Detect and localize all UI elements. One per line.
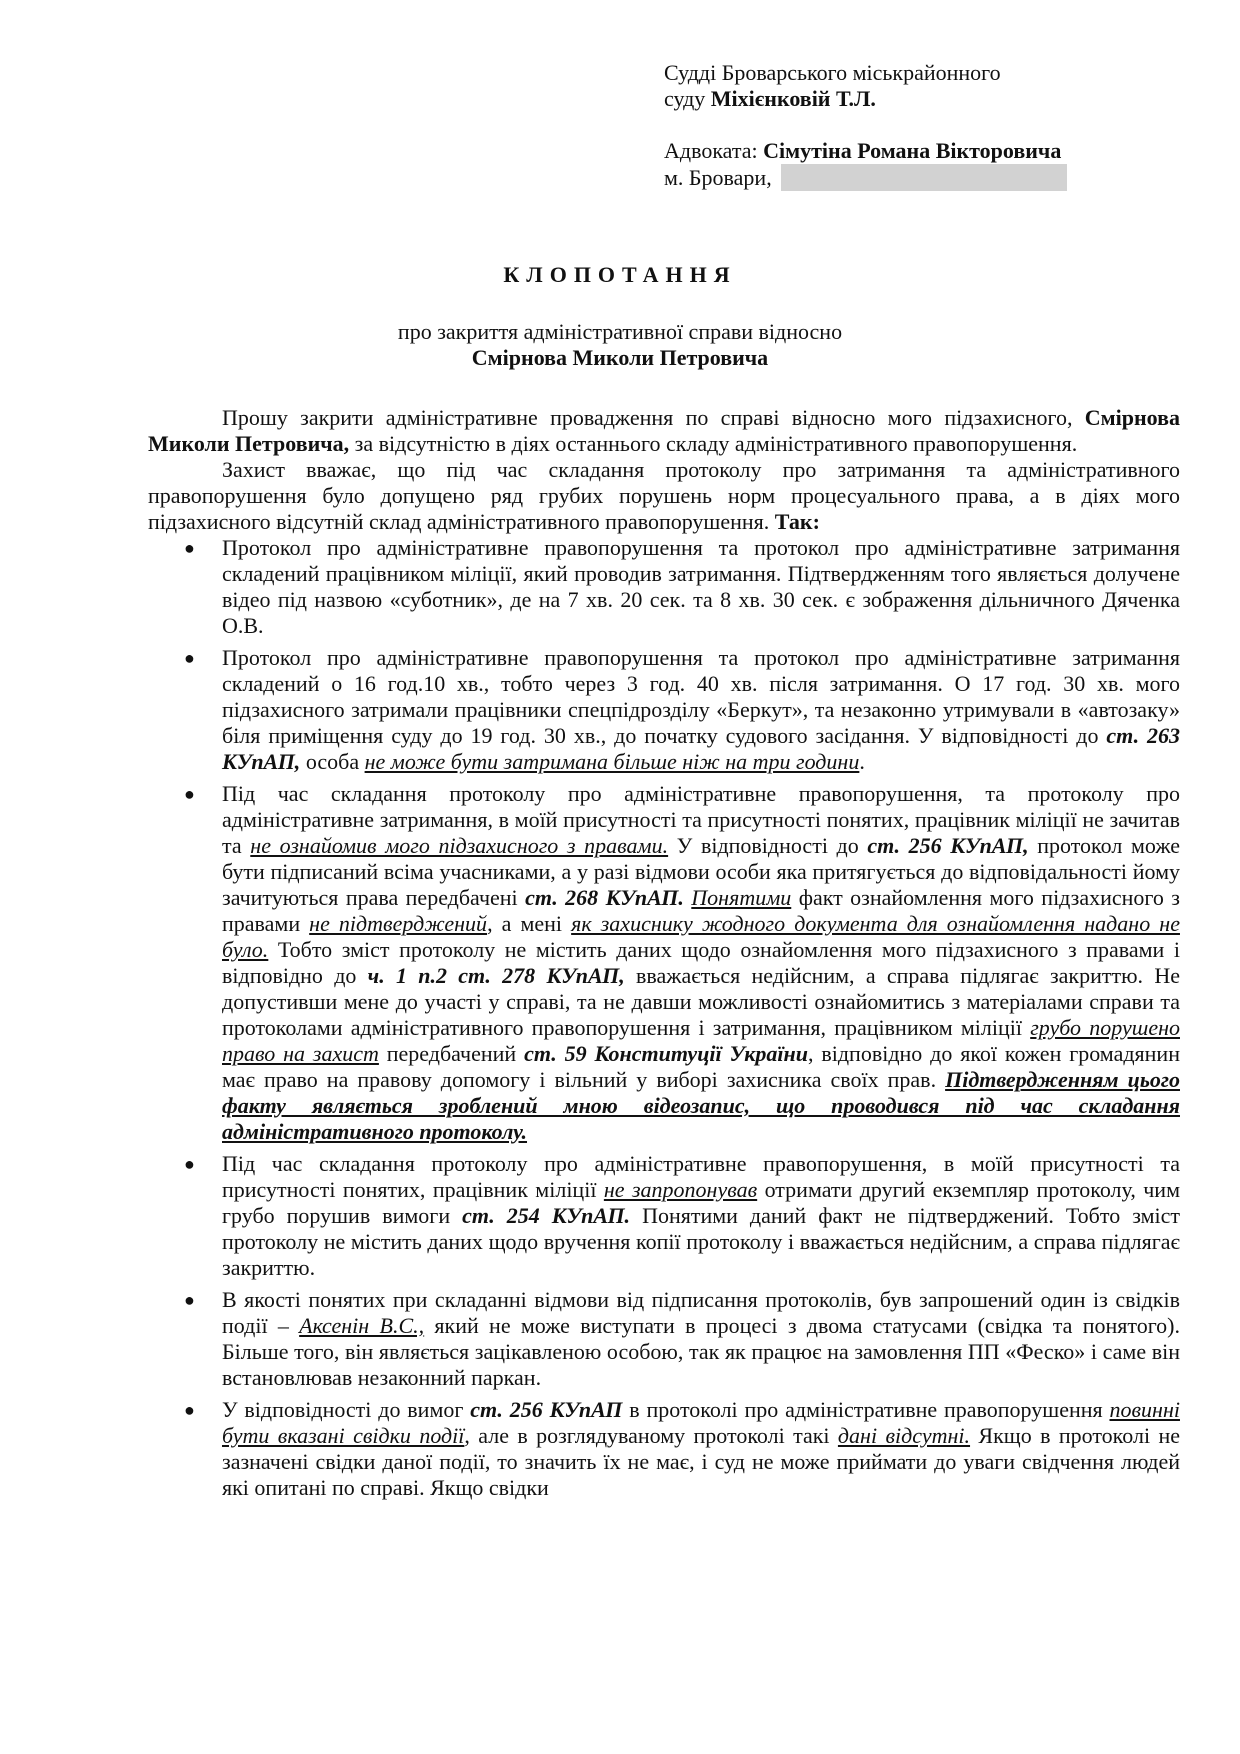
paragraph-defense: Захист вважає, що під час складання протоколу про затримання та адміністративного правопорушення було допущено ряд грубих порушень норм процесуального права, а в діях мого підзахисного відсутній склад адміністративного правопорушення. Так: [148,457,1180,534]
document-title: КЛОПОТАННЯ [503,262,737,287]
list-item: ● Протокол про адміністративне правопорушення та протокол про адміністративне затримання складений працівником міліції, який проводив затримання. Підтвердженням того являється долучене відео під назвою «суботник», де на 7 хв. 20 сек. та 8 хв. 30 сек. є зображення дільничного Дяченка О.В. [184,535,1180,638]
list-item: ● Під час складання протоколу про адміністративне правопорушення, в моїй присутності та присутності понятих, працівник міліції не запропонував отримати другий екземпляр протоколу, чим грубо порушив вимоги ст. 254 КУпАП. Понятими даний факт не підтверджений. Тобто зміст протоколу не містить даних щодо вручення копії протоколу і вважається недійсним, а справа підлягає закриттю. [184,1151,1181,1280]
advocate-line: Адвоката: Сімутіна Романа Вікторовича [664,138,1062,163]
list-item: ● Протокол про адміністративне правопорушення та протокол про адміністративне затримання складений о 16 год.10 хв., тобто через 3 год. 40 хв. після затримання. О 17 год. 30 хв. мого підзахисного затримали працівники спецпідрозділу «Беркут», та незаконно утримували в «автозаку» біля приміщення суду до 19 год. 30 хв., до початку судового засідання. У відповідності до ст. 263 КУпАП, особа не може бути затримана більше ніж на три години. [184,645,1180,774]
bullet-icon: ● [184,648,195,668]
bullet-icon: ● [184,1400,195,1420]
document-body [148,405,1180,1501]
document-subtitle [0,319,1240,371]
bullet-icon: ● [184,538,195,558]
judge-name: Міхієнковій Т.Л. [710,86,876,111]
redacted-address [781,164,1067,191]
bullet-icon: ● [184,784,195,804]
city-line: м. Бровари, [664,164,1224,191]
list-item: ● В якості понятих при складанні відмови від підписання протоколів, був запрошений один із свідків події – Аксенін В.С., який не може виступати в процесі з двома статусами (свідка та понятого). Більше того, він являється зацікавленою особою, так як працює на замовлення ПП «Феско» і саме він встановлював незаконний паркан. [184,1287,1181,1390]
subtitle-line: про закриття адміністративної справи відносно [397,319,843,344]
judge-line-1: Судді Броварського міськрайонного [664,60,1001,85]
list-item: ● У відповідності до вимог ст. 256 КУпАП в протоколі про адміністративне правопорушення повинні бути вказані свідки події, але в розглядуваному протоколі такі дані відсутні. Якщо в протоколі не зазначені свідки даної події, то значить їх не має, і суд не може приймати до уваги свідчення людей які опитані по справі. Якщо свідки [184,1397,1180,1500]
judge-line-2: суду Міхієнковій Т.Л. [664,86,876,111]
bullet-icon: ● [184,1290,195,1310]
subtitle-name: Смірнова Миколи Петровича [471,345,769,370]
advocate-name: Сімутіна Романа Вікторовича [763,138,1062,163]
argument-list [148,535,1180,1501]
paragraph-request: Прошу закрити адміністративне провадження по справі відносно мого підзахисного, Смірнова Миколи Петровича, за відсутністю в діях останнього складу адміністративного правопорушення. [148,405,1180,456]
addressee-block [664,60,1224,191]
bullet-icon: ● [184,1154,195,1174]
list-item: ● Під час складання протоколу про адміністративне правопорушення, та протоколу про адміністративне затримання, в моїй присутності та присутності понятих, працівник міліції не зачитав та не ознайомив мого підзахисного з правами. У відповідності до ст. 256 КУпАП, протокол може бути підписаний всіма учасниками, а у разі відмови особи яка притягується до відповідальності йому зачитуються права передбачені ст. 268 КУпАП. Понятими факт ознайомлення мого підзахисного з правами не підтверджений, а мені як захиснику жодного документа для ознайомлення надано не було. Тобто зміст протоколу не містить даних щодо ознайомлення мого підзахисного з правами і відповідно до ч. 1 п.2 ст. 278 КУпАП, вважається недійсним, а справа підлягає закриттю. Не допустивши мене до участі у справі, та не давши можливості ознайомитись з матеріалами справи та протоколами адміністративного правопорушення і затримання, працівником міліції грубо порушено право на захист передбачений ст. 59 Конституції України, відповідно до якої кожен громадянин має право на правову допомогу і вільний у виборі захисника своїх прав. Підтвердженням цього факту являється зроблений мною відеозапис, що проводився під час складання адміністративного протоколу. [184,781,1180,1144]
